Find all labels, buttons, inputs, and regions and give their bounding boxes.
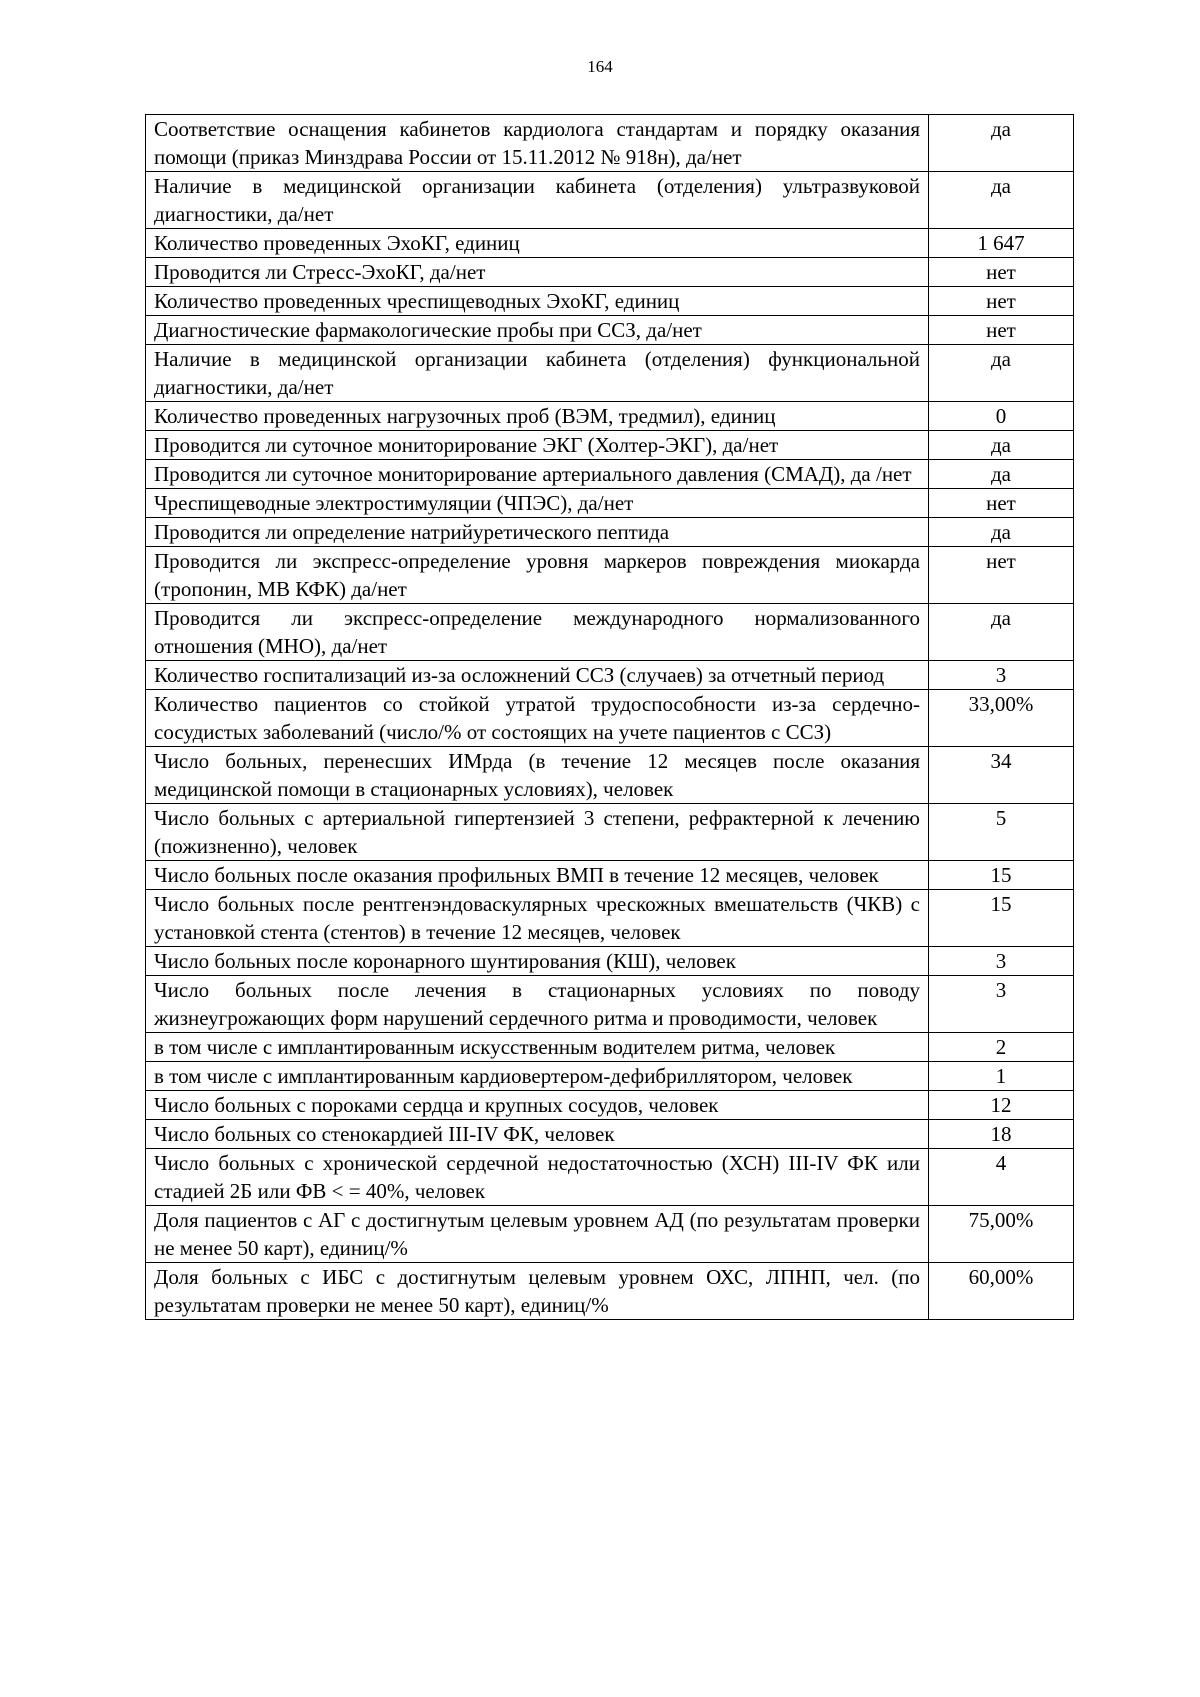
table-row [146, 1120, 1074, 1149]
table-row [146, 460, 1074, 489]
indicator-label: Наличие в медицинской организации кабинета (отделения) ультразвуковой диагностики, да/нет [146, 172, 929, 229]
indicator-label: Число больных с артериальной гипертензией 3 степени, рефрактерной к лечению (пожизненно), человек [146, 804, 929, 861]
table-row [146, 229, 1074, 258]
indicator-label: Число больных после лечения в стационарных условиях по поводу жизнеугрожающих форм нарушений сердечного ритма и проводимости, человек [146, 976, 929, 1033]
indicator-value: да [929, 172, 1074, 229]
indicator-label: Число больных, перенесших ИМрда (в течение 12 месяцев после оказания медицинской помощи в стационарных условиях), человек [146, 747, 929, 804]
table-row [146, 1206, 1074, 1263]
indicator-label: Число больных с хронической сердечной недостаточностью (ХСН) III-IV ФК или стадией 2Б или ФВ < = 40%, человек [146, 1149, 929, 1206]
indicator-value: 34 [929, 747, 1074, 804]
indicator-label: Число больных после рентгенэндоваскулярных чрескожных вмешательств (ЧКВ) с установкой стента (стентов) в течение 12 месяцев, человек [146, 890, 929, 947]
indicator-value: 3 [929, 661, 1074, 690]
indicator-value: да [929, 460, 1074, 489]
page-number: 164 [587, 57, 613, 76]
indicator-label: Число больных после оказания профильных ВМП в течение 12 месяцев, человек [146, 861, 929, 890]
indicator-value: да [929, 345, 1074, 402]
indicator-label: Доля пациентов с АГ с достигнутым целевым уровнем АД (по результатам проверки не менее 50 карт), единиц/% [146, 1206, 929, 1263]
table-row [146, 287, 1074, 316]
table-row [146, 890, 1074, 947]
indicators-table [145, 114, 1074, 1320]
indicator-label: Количество проведенных нагрузочных проб (ВЭМ, тредмил), единиц [146, 402, 929, 431]
indicator-label: Количество проведенных чреспищеводных ЭхоКГ, единиц [146, 287, 929, 316]
indicator-value: нет [929, 547, 1074, 604]
table-row [146, 489, 1074, 518]
indicator-value: нет [929, 489, 1074, 518]
table-row [146, 976, 1074, 1033]
table-row [146, 172, 1074, 229]
table-row [146, 431, 1074, 460]
indicator-value: 4 [929, 1149, 1074, 1206]
indicator-value: 12 [929, 1091, 1074, 1120]
table-row [146, 345, 1074, 402]
indicator-label: Проводится ли суточное мониторирование артериального давления (СМАД), да /нет [146, 460, 929, 489]
table-row [146, 1091, 1074, 1120]
indicator-value: 18 [929, 1120, 1074, 1149]
table-row [146, 1149, 1074, 1206]
table-row [146, 402, 1074, 431]
table-row [146, 661, 1074, 690]
indicator-value: 3 [929, 976, 1074, 1033]
indicator-value: да [929, 431, 1074, 460]
indicator-label: Проводится ли Стресс-ЭхоКГ, да/нет [146, 258, 929, 287]
indicator-value: 1 [929, 1062, 1074, 1091]
indicator-label: Количество госпитализаций из-за осложнений ССЗ (случаев) за отчетный период [146, 661, 929, 690]
table-row [146, 1033, 1074, 1062]
indicator-label: Проводится ли экспресс-определение международного нормализованного отношения (МНО), да/нет [146, 604, 929, 661]
table-row [146, 547, 1074, 604]
indicator-value: 75,00% [929, 1206, 1074, 1263]
indicator-value: 0 [929, 402, 1074, 431]
indicator-label: Число больных после коронарного шунтирования (КШ), человек [146, 947, 929, 976]
indicator-label: Количество проведенных ЭхоКГ, единиц [146, 229, 929, 258]
indicator-value: 15 [929, 890, 1074, 947]
indicator-label: Проводится ли определение натрийуретического пептида [146, 518, 929, 547]
indicator-value: 5 [929, 804, 1074, 861]
table-row [146, 861, 1074, 890]
indicator-value: да [929, 115, 1074, 172]
table-row [146, 947, 1074, 976]
indicator-value: 1 647 [929, 229, 1074, 258]
indicator-label: в том числе с имплантированным кардиовертером-дефибриллятором, человек [146, 1062, 929, 1091]
indicator-label: Количество пациентов со стойкой утратой трудоспособности из-за сердечно-сосудистых заболеваний (число/% от состоящих на учете пациентов с ССЗ) [146, 690, 929, 747]
indicator-value: 33,00% [929, 690, 1074, 747]
indicator-value: нет [929, 316, 1074, 345]
indicator-label: в том числе с имплантированным искусственным водителем ритма, человек [146, 1033, 929, 1062]
indicator-label: Проводится ли суточное мониторирование ЭКГ (Холтер-ЭКГ), да/нет [146, 431, 929, 460]
table-row [146, 690, 1074, 747]
indicator-label: Диагностические фармакологические пробы при ССЗ, да/нет [146, 316, 929, 345]
table-row [146, 1263, 1074, 1320]
indicator-value: 3 [929, 947, 1074, 976]
indicator-value: 60,00% [929, 1263, 1074, 1320]
table-row [146, 258, 1074, 287]
indicator-label: Число больных со стенокардией III-IV ФК, человек [146, 1120, 929, 1149]
indicator-value: да [929, 518, 1074, 547]
table-row [146, 747, 1074, 804]
indicator-label: Наличие в медицинской организации кабинета (отделения) функциональной диагностики, да/нет [146, 345, 929, 402]
table-row [146, 115, 1074, 172]
table-row [146, 1062, 1074, 1091]
indicator-label: Соответствие оснащения кабинетов кардиолога стандартам и порядку оказания помощи (приказ Минздрава России от 15.11.2012 № 918н), да/нет [146, 115, 929, 172]
indicator-label: Чреспищеводные электростимуляции (ЧПЭС), да/нет [146, 489, 929, 518]
indicator-value: нет [929, 287, 1074, 316]
table-row [146, 518, 1074, 547]
indicator-value: 15 [929, 861, 1074, 890]
indicator-label: Число больных с пороками сердца и крупных сосудов, человек [146, 1091, 929, 1120]
indicators-table-body [146, 115, 1074, 1320]
indicator-label: Проводится ли экспресс-определение уровня маркеров повреждения миокарда (тропонин, МВ КФК) да/нет [146, 547, 929, 604]
table-row [146, 604, 1074, 661]
indicator-value: нет [929, 258, 1074, 287]
table-row [146, 804, 1074, 861]
table-row [146, 316, 1074, 345]
indicator-value: да [929, 604, 1074, 661]
indicator-label: Доля больных с ИБС с достигнутым целевым уровнем ОХС, ЛПНП, чел. (по результатам проверки не менее 50 карт), единиц/% [146, 1263, 929, 1320]
indicator-value: 2 [929, 1033, 1074, 1062]
